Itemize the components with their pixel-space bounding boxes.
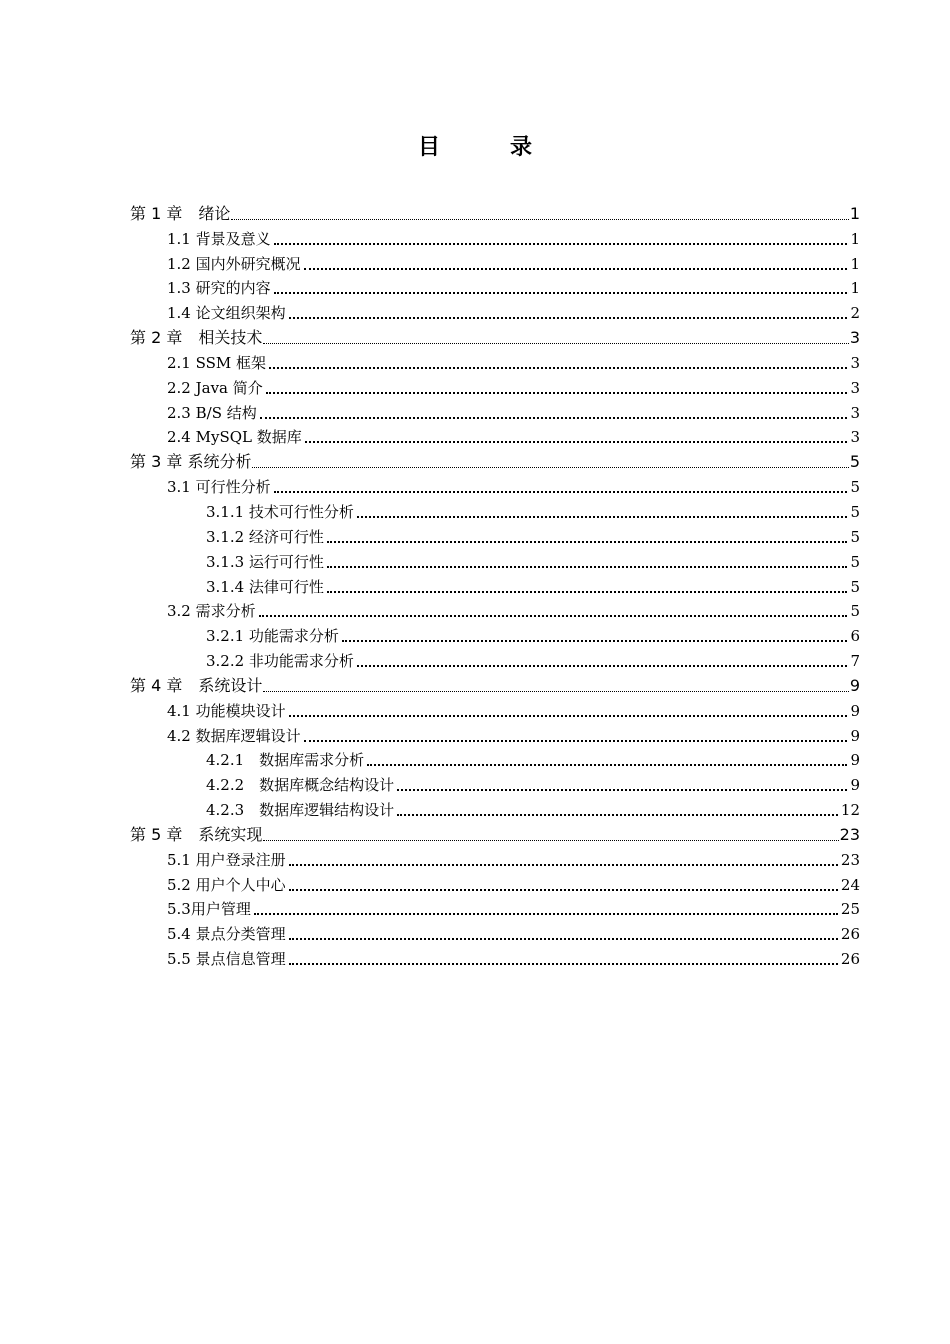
toc-entry-label: 第 3 章 系统分析 <box>130 452 252 472</box>
toc-entry-label: 3.2.1 功能需求分析 <box>206 627 339 646</box>
toc-entry-label: 第 5 章 系统实现 <box>130 824 263 844</box>
toc-dot-leader <box>274 477 848 493</box>
toc-entry-label: 2.1 SSM 框架 <box>167 353 267 372</box>
toc-section-entry[interactable] <box>0 349 950 374</box>
toc-page-number: 5 <box>850 552 860 571</box>
toc-entry-label: 1.3 研究的内容 <box>167 279 271 298</box>
toc-chapter-entry[interactable] <box>0 672 950 697</box>
toc-dot-leader <box>342 626 848 642</box>
toc-entry-label: 3.1 可行性分析 <box>167 478 271 497</box>
toc-page-number: 5 <box>849 452 860 472</box>
toc-page-number: 2 <box>850 304 860 323</box>
toc-page-number: 9 <box>850 776 860 795</box>
toc-section-entry[interactable] <box>0 896 950 921</box>
toc-page-number: 5 <box>850 478 860 497</box>
toc-section-entry[interactable] <box>0 225 950 250</box>
toc-entry-label: 1.1 背景及意义 <box>167 229 271 248</box>
toc-subsection-entry[interactable] <box>0 747 950 772</box>
toc-page-number: 3 <box>849 328 860 348</box>
toc-page-number: 26 <box>840 950 860 969</box>
toc-section-entry[interactable] <box>0 846 950 871</box>
toc-section-entry[interactable] <box>0 722 950 747</box>
toc-section-entry[interactable] <box>0 374 950 399</box>
toc-page-number: 5 <box>850 577 860 596</box>
toc-entry-label: 1.4 论文组织架构 <box>167 304 286 323</box>
toc-section-entry[interactable] <box>0 299 950 324</box>
toc-section-entry[interactable] <box>0 945 950 970</box>
toc-dot-leader <box>304 726 848 742</box>
toc-dot-leader <box>397 800 838 816</box>
toc-entry-label: 3.2 需求分析 <box>167 602 256 621</box>
toc-entry-label: 2.4 MySQL 数据库 <box>167 428 302 447</box>
toc-section-entry[interactable] <box>0 275 950 300</box>
toc-section-entry[interactable] <box>0 473 950 498</box>
toc-dot-leader <box>289 924 838 940</box>
toc-dot-leader <box>289 303 848 319</box>
toc-entry-label: 第 2 章 相关技术 <box>130 328 263 348</box>
toc-entry-label: 第 4 章 系统设计 <box>130 675 263 695</box>
toc-dot-leader <box>252 453 848 468</box>
toc-entry-label: 5.2 用户个人中心 <box>167 875 286 894</box>
toc-page-number: 9 <box>849 675 860 695</box>
toc-entry-label: 4.2.2 数据库概念结构设计 <box>206 776 395 795</box>
toc-dot-leader <box>327 527 848 543</box>
toc-subsection-entry[interactable] <box>0 647 950 672</box>
toc-page-number: 9 <box>850 726 860 745</box>
toc-entry-label: 4.1 功能模块设计 <box>167 701 286 720</box>
toc-page-number: 12 <box>840 801 860 820</box>
toc-dot-leader <box>263 329 848 344</box>
toc-dot-leader <box>269 353 847 369</box>
toc-chapter-entry[interactable] <box>0 821 950 846</box>
toc-subsection-entry[interactable] <box>0 573 950 598</box>
toc-page-number: 25 <box>840 900 860 919</box>
toc-page-number: 1 <box>850 254 860 273</box>
toc-page-number: 7 <box>850 652 860 671</box>
toc-subsection-entry[interactable] <box>0 622 950 647</box>
toc-page-number: 24 <box>840 875 860 894</box>
toc-entry-label: 1.2 国内外研究概况 <box>167 254 301 273</box>
toc-dot-leader <box>289 875 838 891</box>
toc-entry-label: 4.2.3 数据库逻辑结构设计 <box>206 801 395 820</box>
toc-dot-leader <box>327 552 848 568</box>
toc-section-entry[interactable] <box>0 920 950 945</box>
toc-page-number: 1 <box>850 229 860 248</box>
toc-dot-leader <box>260 403 848 419</box>
toc-entry-label: 4.2 数据库逻辑设计 <box>167 726 301 745</box>
toc-page-number: 9 <box>850 701 860 720</box>
toc-entry-label: 3.2.2 非功能需求分析 <box>206 652 354 671</box>
toc-dot-leader <box>357 502 848 518</box>
toc-dot-leader <box>305 427 848 443</box>
toc-page-number: 23 <box>840 850 860 869</box>
toc-page-number: 1 <box>850 279 860 298</box>
toc-section-entry[interactable] <box>0 250 950 275</box>
toc-entry-label: 3.1.1 技术可行性分析 <box>206 502 354 521</box>
toc-subsection-entry[interactable] <box>0 498 950 523</box>
toc-page-number: 26 <box>840 925 860 944</box>
toc-dot-leader <box>289 949 838 965</box>
toc-entry-label: 3.1.3 运行可行性 <box>206 552 324 571</box>
toc-subsection-entry[interactable] <box>0 796 950 821</box>
toc-subsection-entry[interactable] <box>0 523 950 548</box>
toc-page-number: 5 <box>850 527 860 546</box>
toc-entry-label: 5.4 景点分类管理 <box>167 925 286 944</box>
toc-entry-label: 2.3 B/S 结构 <box>167 403 257 422</box>
toc-dot-leader <box>289 701 848 717</box>
toc-entry-label: 3.1.2 经济可行性 <box>206 527 324 546</box>
table-of-contents <box>0 200 950 970</box>
toc-dot-leader <box>367 750 847 766</box>
toc-dot-leader <box>254 899 838 915</box>
page-title: 目 录 <box>417 135 556 160</box>
toc-dot-leader <box>263 826 838 841</box>
toc-page-number: 6 <box>850 627 860 646</box>
toc-entry-label: 3.1.4 法律可行性 <box>206 577 324 596</box>
toc-entry-label: 第 1 章 绪论 <box>130 203 231 223</box>
toc-dot-leader <box>274 278 848 294</box>
toc-dot-leader <box>357 651 848 667</box>
toc-entry-label: 5.1 用户登录注册 <box>167 850 286 869</box>
toc-page-number: 3 <box>850 428 860 447</box>
toc-section-entry[interactable] <box>0 424 950 449</box>
toc-dot-leader <box>327 577 848 593</box>
toc-subsection-entry[interactable] <box>0 548 950 573</box>
toc-entry-label: 5.5 景点信息管理 <box>167 950 286 969</box>
toc-page-number: 3 <box>850 378 860 397</box>
toc-page-number: 5 <box>850 502 860 521</box>
toc-dot-leader <box>397 775 847 791</box>
toc-dot-leader <box>289 850 838 866</box>
toc-dot-leader <box>231 205 848 220</box>
toc-chapter-entry[interactable] <box>0 324 950 349</box>
toc-chapter-entry[interactable] <box>0 200 950 225</box>
toc-subsection-entry[interactable] <box>0 771 950 796</box>
toc-entry-label: 4.2.1 数据库需求分析 <box>206 751 365 770</box>
toc-page-number: 3 <box>850 353 860 372</box>
toc-dot-leader <box>263 677 848 692</box>
toc-dot-leader <box>274 229 848 245</box>
toc-page-number: 23 <box>839 824 860 844</box>
toc-page-number: 1 <box>849 203 860 223</box>
toc-entry-label: 5.3用户管理 <box>167 900 251 919</box>
toc-chapter-entry[interactable] <box>0 448 950 473</box>
toc-section-entry[interactable] <box>0 697 950 722</box>
toc-page-number: 5 <box>850 602 860 621</box>
toc-page-number: 3 <box>850 403 860 422</box>
toc-section-entry[interactable] <box>0 871 950 896</box>
toc-dot-leader <box>304 254 848 270</box>
toc-section-entry[interactable] <box>0 399 950 424</box>
toc-entry-label: 2.2 Java 简介 <box>167 378 263 397</box>
toc-page-number: 9 <box>850 751 860 770</box>
toc-section-entry[interactable] <box>0 598 950 623</box>
toc-dot-leader <box>259 601 848 617</box>
toc-dot-leader <box>266 378 848 394</box>
